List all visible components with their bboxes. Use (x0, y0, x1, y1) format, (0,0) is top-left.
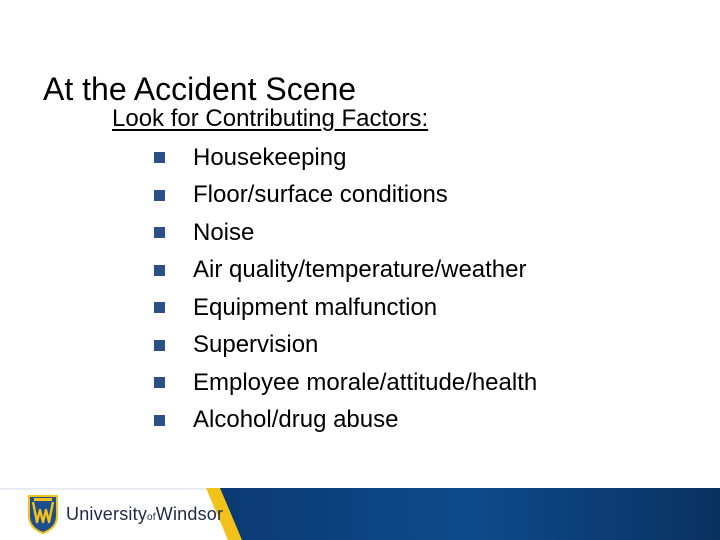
list-item-text: Alcohol/drug abuse (193, 406, 399, 434)
list-item-text: Floor/surface conditions (193, 181, 448, 209)
list-item-text: Employee morale/attitude/health (193, 368, 538, 396)
contributing-factors-list (154, 139, 537, 439)
bullet-square-icon (154, 302, 165, 313)
bullet-square-icon (154, 415, 165, 426)
university-logo (28, 492, 223, 536)
bullet-square-icon (154, 340, 165, 351)
footer-blue-band (220, 488, 720, 540)
bullet-square-icon (154, 377, 165, 388)
wordmark-windsor: Windsor (155, 503, 224, 524)
list-item (154, 177, 537, 215)
list-item-text: Equipment malfunction (193, 293, 438, 321)
list-item (154, 327, 537, 365)
university-crest-icon (28, 494, 58, 534)
list-item (154, 364, 537, 402)
list-item (154, 289, 537, 327)
list-item-text: Supervision (193, 331, 319, 359)
bullet-square-icon (154, 152, 165, 163)
list-item (154, 402, 537, 440)
bullet-square-icon (154, 227, 165, 238)
contributing-factors-heading: Look for Contributing Factors: (112, 105, 429, 132)
list-item (154, 252, 537, 290)
wordmark-university: University (66, 503, 148, 524)
list-item-text: Noise (193, 218, 255, 246)
bullet-square-icon (154, 190, 165, 201)
list-item (154, 139, 537, 177)
university-wordmark (66, 504, 223, 525)
bullet-square-icon (154, 265, 165, 276)
wordmark-of: of (147, 511, 156, 523)
list-item-text: Air quality/temperature/weather (193, 256, 527, 284)
list-item-text: Housekeeping (193, 143, 347, 171)
slide-title: At the Accident Scene (43, 71, 357, 108)
list-item (154, 214, 537, 252)
